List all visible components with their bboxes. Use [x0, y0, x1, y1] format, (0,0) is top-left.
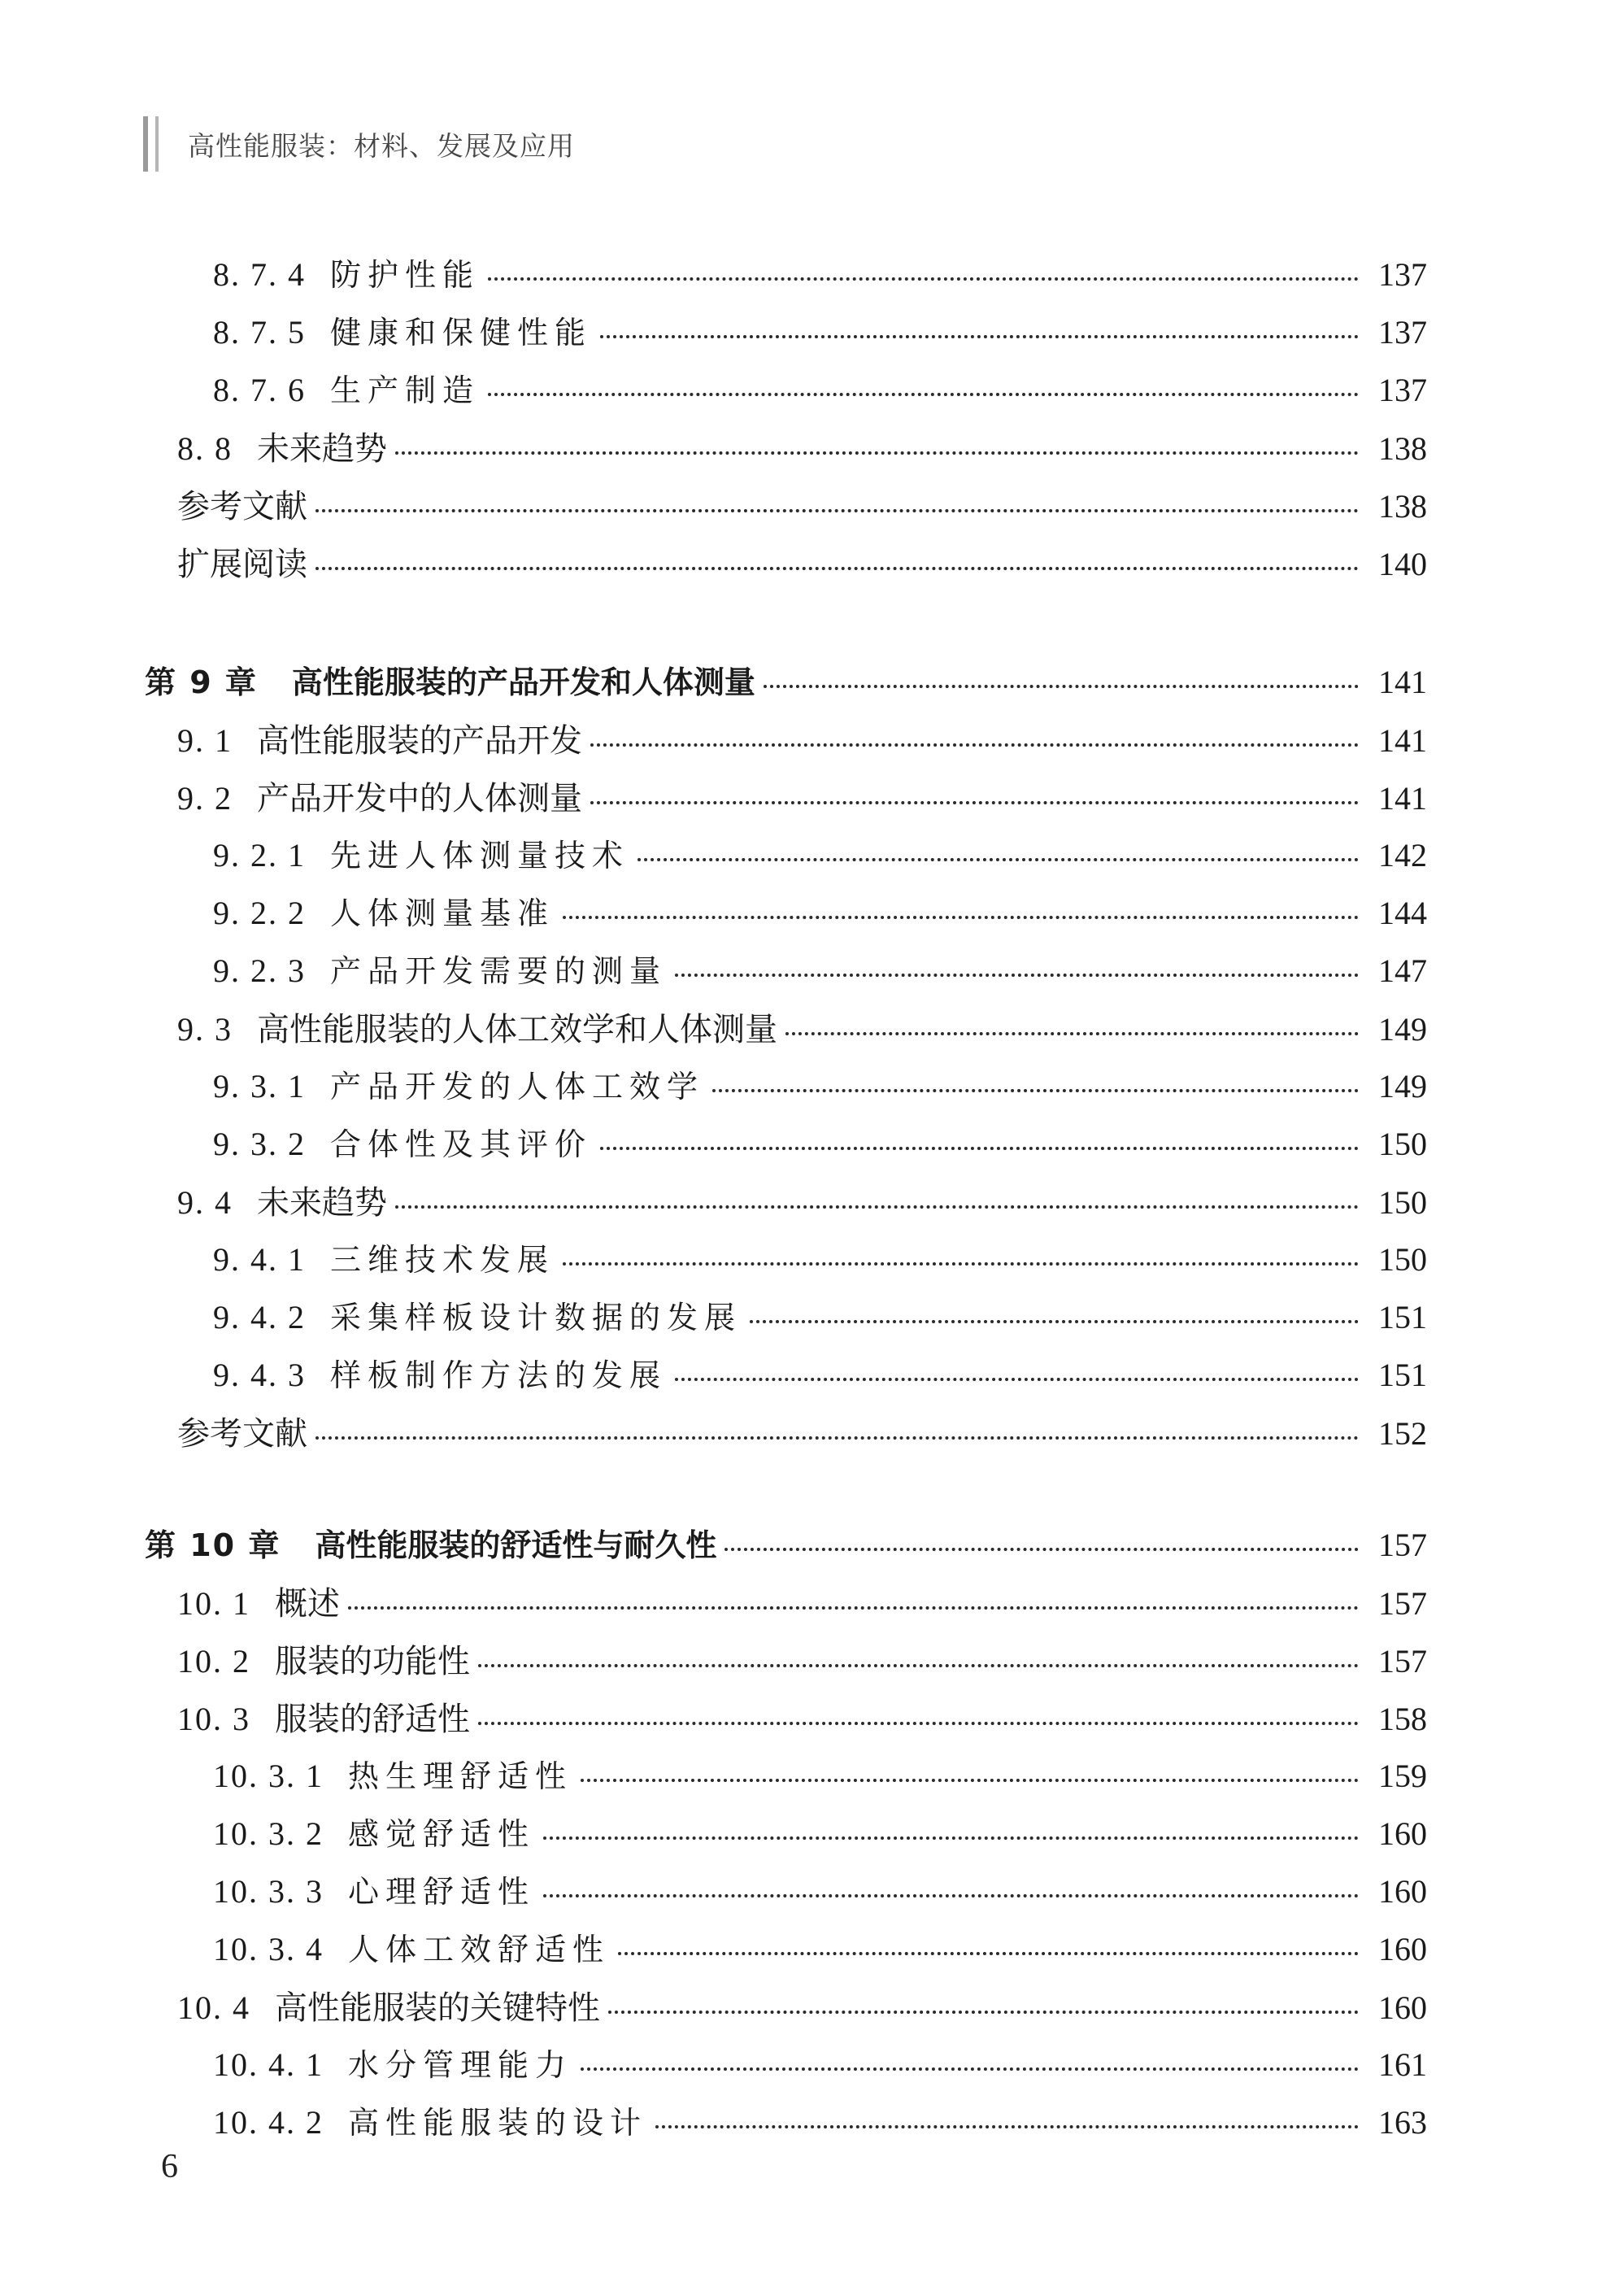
toc-entry-page: 142 [1378, 837, 1427, 874]
toc-entry-title: 产品开发的人体工效学 [330, 1069, 705, 1104]
toc-entry-title: 热生理舒适性 [348, 1758, 573, 1794]
toc-entry-page: 138 [1378, 430, 1427, 467]
dot-leader [764, 685, 1359, 688]
toc-entry-number: 10. 2 [177, 1643, 250, 1680]
dot-leader [655, 2125, 1359, 2128]
dot-leader [712, 1089, 1359, 1092]
dot-leader [750, 1320, 1359, 1323]
toc-entry [213, 307, 1427, 356]
dot-leader [478, 1722, 1359, 1725]
toc-entry-number: 10. 3. 1 [213, 1758, 324, 1794]
dot-leader [563, 916, 1359, 919]
toc-entry-title: 先进人体测量技术 [330, 838, 630, 874]
toc-entry-title: 产品开发需要的测量 [330, 953, 668, 989]
toc-entry-title: 水分管理能力 [348, 2047, 573, 2083]
toc-entry [177, 1693, 1427, 1742]
toc-entry [213, 1061, 1427, 1110]
dot-leader [600, 335, 1359, 338]
toc-entry-number: 9. 3. 1 [213, 1068, 306, 1104]
toc-entry-number: 10. 3. 3 [213, 1873, 324, 1910]
toc-entry-page: 157 [1378, 1643, 1427, 1680]
toc-entry-page: 149 [1378, 1011, 1427, 1048]
toc-entry-number: 10. 3 [177, 1701, 250, 1737]
toc-entry [213, 888, 1427, 937]
toc-entry-title: 未来趋势 [257, 1184, 387, 1222]
toc-entry-page: 137 [1378, 372, 1427, 408]
toc-entry-page: 141 [1378, 722, 1427, 759]
dot-leader [581, 1779, 1359, 1782]
toc-entry-page: 150 [1378, 1126, 1427, 1162]
toc-entry [213, 1350, 1427, 1399]
toc-entry-title: 感觉舒适性 [348, 1816, 536, 1852]
dot-leader [785, 1032, 1359, 1035]
toc-entry-title: 参考文献 [177, 488, 307, 525]
toc-entry [177, 538, 1427, 587]
toc-entry [177, 1578, 1427, 1627]
page-number: 6 [161, 2148, 178, 2185]
toc-entry-title: 未来趋势 [257, 430, 387, 468]
toc-entry-title: 服装的功能性 [275, 1643, 470, 1680]
toc-entry-number: 10. 4 [177, 1989, 250, 2026]
toc-entry-number: 9. 3. 2 [213, 1126, 306, 1162]
toc-entry-page: 157 [1378, 1527, 1427, 1563]
toc-entry [145, 1520, 1427, 1569]
toc-entry [213, 1235, 1427, 1283]
toc-entry-title: 三维技术发展 [330, 1242, 555, 1278]
toc-entry-number: 9. 4 [177, 1184, 233, 1221]
toc-entry-title: 扩展阅读 [177, 546, 307, 583]
toc-entry-title: 高性能服装的设计 [348, 2105, 648, 2141]
dot-leader [724, 1548, 1359, 1551]
toc-entry-page: 141 [1378, 780, 1427, 817]
toc-entry-page: 137 [1378, 314, 1427, 351]
toc-entry-title: 防护性能 [330, 257, 481, 293]
toc-entry-title: 高性能服装的人体工效学和人体测量 [257, 1011, 777, 1048]
toc-entry-number: 8. 7. 4 [213, 256, 306, 293]
toc-entry-page: 140 [1378, 546, 1427, 582]
toc-entry-page: 157 [1378, 1585, 1427, 1622]
dot-leader [608, 2011, 1359, 2014]
toc-entry-page: 152 [1378, 1415, 1427, 1452]
toc-entry [145, 657, 1427, 706]
dot-leader [478, 1664, 1359, 1667]
running-header [143, 114, 575, 174]
toc-entry-page: 160 [1378, 1873, 1427, 1910]
toc-entry [213, 1292, 1427, 1341]
toc-entry-number: 10. 4. 2 [213, 2104, 324, 2141]
toc-entry [177, 1636, 1427, 1684]
toc-entry-number: 9. 4. 2 [213, 1299, 306, 1335]
toc-entry [213, 1924, 1427, 1973]
toc-entry [177, 715, 1427, 764]
toc-entry-page: 151 [1378, 1299, 1427, 1335]
toc-entry-title: 人体工效舒适性 [348, 1932, 611, 1967]
toc-entry-page: 149 [1378, 1068, 1427, 1104]
toc-entry [177, 481, 1427, 529]
toc-entry-title: 高性能服装的关键特性 [275, 1989, 600, 2027]
dot-leader [488, 393, 1359, 396]
toc-entry [177, 423, 1427, 472]
toc-entry-page: 159 [1378, 1758, 1427, 1794]
toc-entry-number: 9. 2. 2 [213, 895, 306, 931]
toc-entry-number: 10. 3. 4 [213, 1931, 324, 1967]
header-bar-decoration [143, 116, 148, 172]
toc-entry-title: 参考文献 [177, 1415, 307, 1453]
dot-leader [675, 1378, 1359, 1381]
dot-leader [543, 1894, 1359, 1897]
toc-entry-number: 10. 4. 1 [213, 2046, 324, 2083]
toc-entry-page: 137 [1378, 256, 1427, 293]
dot-leader [581, 2067, 1359, 2071]
toc-entry-title: 生产制造 [330, 373, 481, 408]
dot-leader [600, 1147, 1359, 1150]
dot-leader [618, 1952, 1359, 1955]
toc-entry-number: 10. 1 [177, 1585, 250, 1622]
toc-entry-title: 高性能服装的产品开发 [257, 722, 582, 760]
dot-leader [315, 1436, 1359, 1440]
dot-leader [395, 451, 1359, 455]
toc-entry [213, 1119, 1427, 1168]
toc-entry-number: 第 9 章 [145, 664, 258, 700]
toc-entry-title: 人体测量基准 [330, 895, 555, 931]
toc-entry-page: 144 [1378, 895, 1427, 931]
toc-entry [177, 1408, 1427, 1457]
toc-entry-page: 147 [1378, 952, 1427, 989]
toc-entry-page: 160 [1378, 1989, 1427, 2026]
toc-entry [177, 1982, 1427, 2031]
toc-entry-number: 8. 7. 6 [213, 372, 306, 408]
toc-entry [213, 1809, 1427, 1858]
toc-entry-title: 样板制作方法的发展 [330, 1357, 668, 1393]
toc-entry-title: 产品开发中的人体测量 [257, 780, 582, 817]
toc-entry-number: 9. 2. 3 [213, 952, 306, 989]
toc-entry-title: 高性能服装的舒适性与耐久性 [315, 1527, 717, 1563]
dot-leader [563, 1262, 1359, 1266]
toc-entry [213, 1751, 1427, 1800]
toc-entry-number: 9. 1 [177, 722, 233, 759]
toc-entry-number: 9. 2 [177, 780, 233, 817]
toc-entry-number: 9. 4. 1 [213, 1241, 306, 1278]
toc-entry-number: 8. 8 [177, 430, 233, 467]
toc-entry-number: 10. 3. 2 [213, 1815, 324, 1852]
dot-leader [590, 743, 1359, 747]
toc-entry [213, 2040, 1427, 2089]
dot-leader [637, 858, 1359, 861]
toc-entry-page: 150 [1378, 1184, 1427, 1221]
toc-entry [213, 830, 1427, 879]
toc-entry-number: 9. 2. 1 [213, 837, 306, 874]
toc-entry-page: 160 [1378, 1815, 1427, 1852]
toc-entry-number: 9. 3 [177, 1011, 233, 1048]
toc-entry-title: 合体性及其评价 [330, 1126, 593, 1162]
toc-entry-page: 163 [1378, 2104, 1427, 2141]
dot-leader [348, 1606, 1359, 1610]
dot-leader [315, 509, 1359, 512]
toc-entry-page: 160 [1378, 1931, 1427, 1967]
toc-entry-page: 151 [1378, 1357, 1427, 1393]
toc-entry [213, 250, 1427, 298]
toc-entry [213, 946, 1427, 995]
dot-leader [675, 974, 1359, 977]
dot-leader [315, 567, 1359, 570]
toc-entry-page: 161 [1378, 2046, 1427, 2083]
toc-entry-title: 高性能服装的产品开发和人体测量 [291, 664, 755, 700]
toc-entry-title: 健康和保健性能 [330, 315, 593, 351]
toc-entry [213, 365, 1427, 414]
toc-entry-page: 158 [1378, 1701, 1427, 1737]
toc-entry-number: 9. 4. 3 [213, 1357, 306, 1393]
dot-leader [395, 1205, 1359, 1209]
toc-entry-page: 150 [1378, 1241, 1427, 1278]
toc-entry-number: 8. 7. 5 [213, 314, 306, 351]
toc-entry-title: 采集样板设计数据的发展 [330, 1300, 742, 1335]
header-bar-decoration-thin [155, 116, 159, 172]
toc-entry-number: 第 10 章 [145, 1527, 281, 1563]
toc-entry [177, 773, 1427, 821]
toc-entry [177, 1004, 1427, 1052]
toc-entry-title: 服装的舒适性 [275, 1701, 470, 1738]
book-title: 高性能服装：材料、发展及应用 [188, 129, 575, 162]
toc-entry [213, 1867, 1427, 1915]
dot-leader [590, 801, 1359, 804]
toc-entry-page: 141 [1378, 664, 1427, 700]
dot-leader [543, 1836, 1359, 1840]
toc-entry-page: 138 [1378, 488, 1427, 525]
toc-entry [213, 2098, 1427, 2146]
toc-entry-title: 心理舒适性 [348, 1874, 536, 1910]
dot-leader [488, 277, 1359, 281]
toc-entry-title: 概述 [275, 1585, 340, 1623]
toc-entry [177, 1177, 1427, 1226]
